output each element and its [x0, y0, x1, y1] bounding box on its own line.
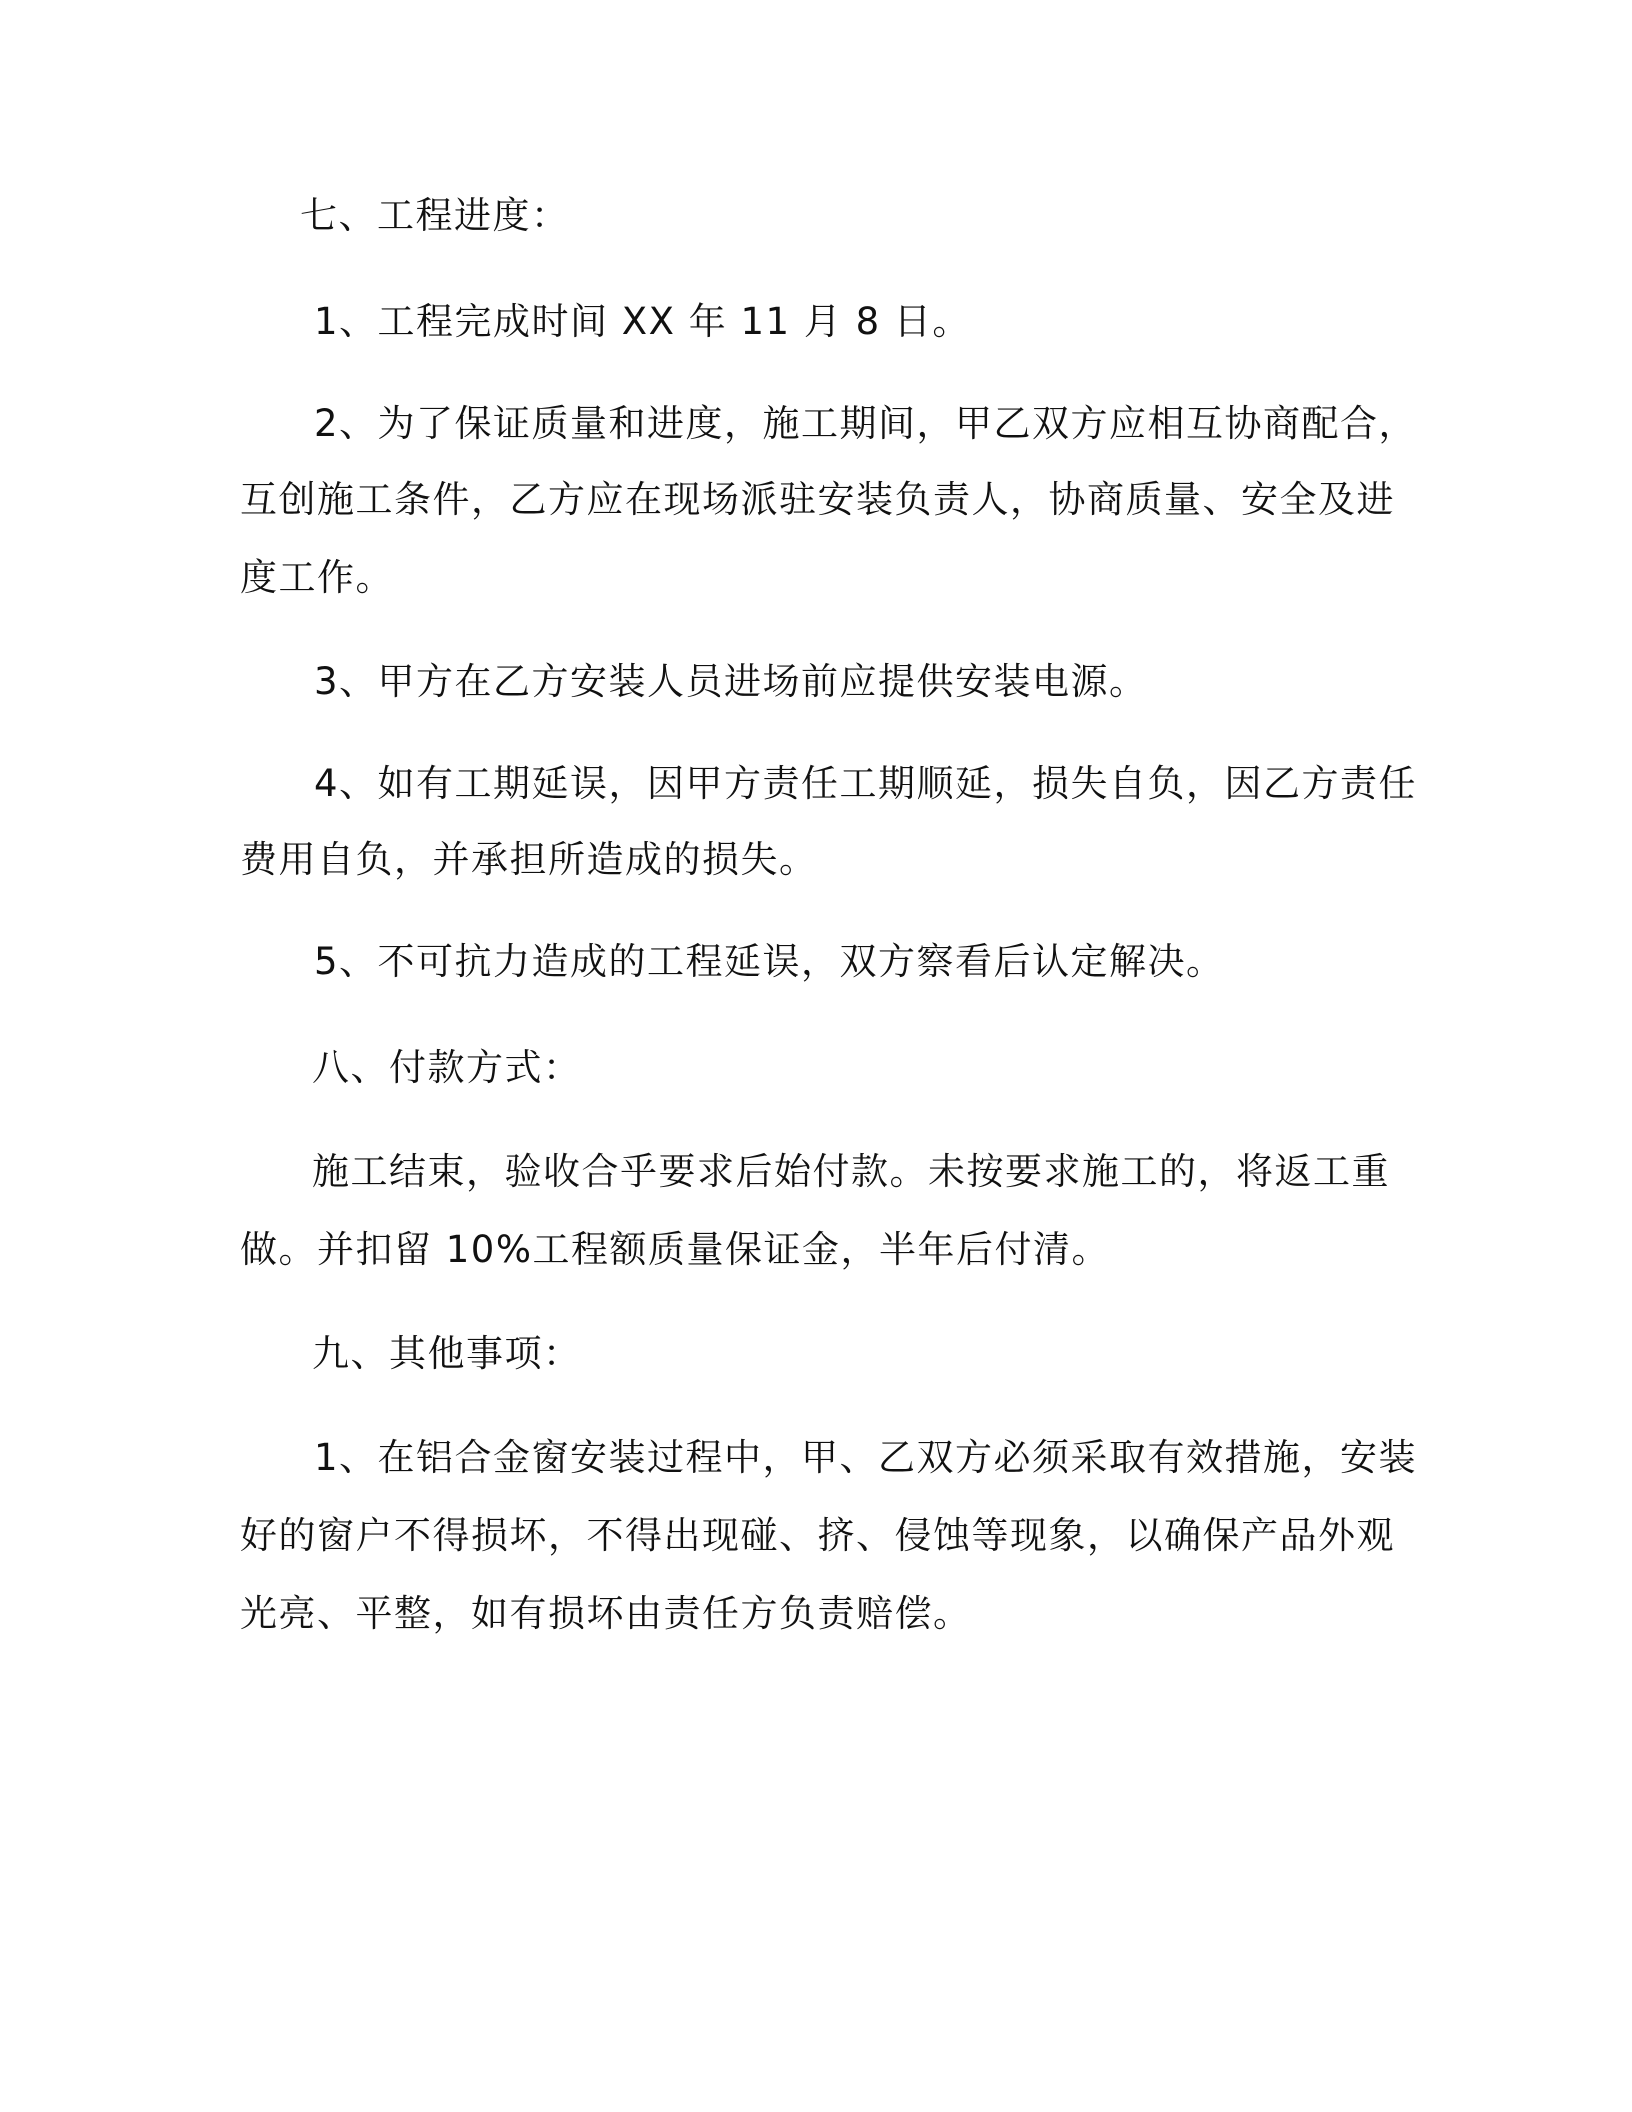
section-7-item-3: 3、甲方在乙方安装人员进场前应提供安装电源。 — [314, 660, 1148, 703]
section-7-item-4-line-1: 4、如有工期延误，因甲方责任工期顺延，损失自负，因乙方责任 — [314, 762, 1418, 805]
section-9-item-1-line-3: 光亮、平整，如有损坏由责任方负责赔偿。 — [240, 1592, 972, 1635]
section-7-item-5: 5、不可抗力造成的工程延误，双方察看后认定解决。 — [314, 940, 1225, 983]
section-9-item-1-line-1: 1、在铝合金窗安装过程中，甲、乙双方必须采取有效措施，安装 — [314, 1436, 1418, 1479]
section-9-item-1-line-2: 好的窗户不得损坏，不得出现碰、挤、侵蚀等现象，以确保产品外观 — [240, 1514, 1395, 1557]
section-7-item-1: 1、工程完成时间 XX 年 11 月 8 日。 — [314, 300, 971, 343]
section-9-heading: 九、其他事项： — [312, 1332, 582, 1375]
section-7-item-2-line-3: 度工作。 — [240, 556, 394, 599]
section-8-paragraph-line-1: 施工结束，验收合乎要求后始付款。未按要求施工的，将返工重 — [312, 1150, 1390, 1193]
section-7-item-2-line-2: 互创施工条件，乙方应在现场派驻安装负责人，协商质量、安全及进 — [240, 478, 1395, 521]
section-7-item-2-line-1: 2、为了保证质量和进度，施工期间，甲乙双方应相互协商配合， — [314, 402, 1418, 445]
section-7-item-4-line-2: 费用自负，并承担所造成的损失。 — [240, 838, 818, 881]
section-7-heading: 七、工程进度： — [300, 194, 570, 237]
section-8-paragraph-line-2: 做。并扣留 10%工程额质量保证金，半年后付清。 — [240, 1228, 1110, 1271]
section-8-heading: 八、付款方式： — [312, 1046, 582, 1089]
